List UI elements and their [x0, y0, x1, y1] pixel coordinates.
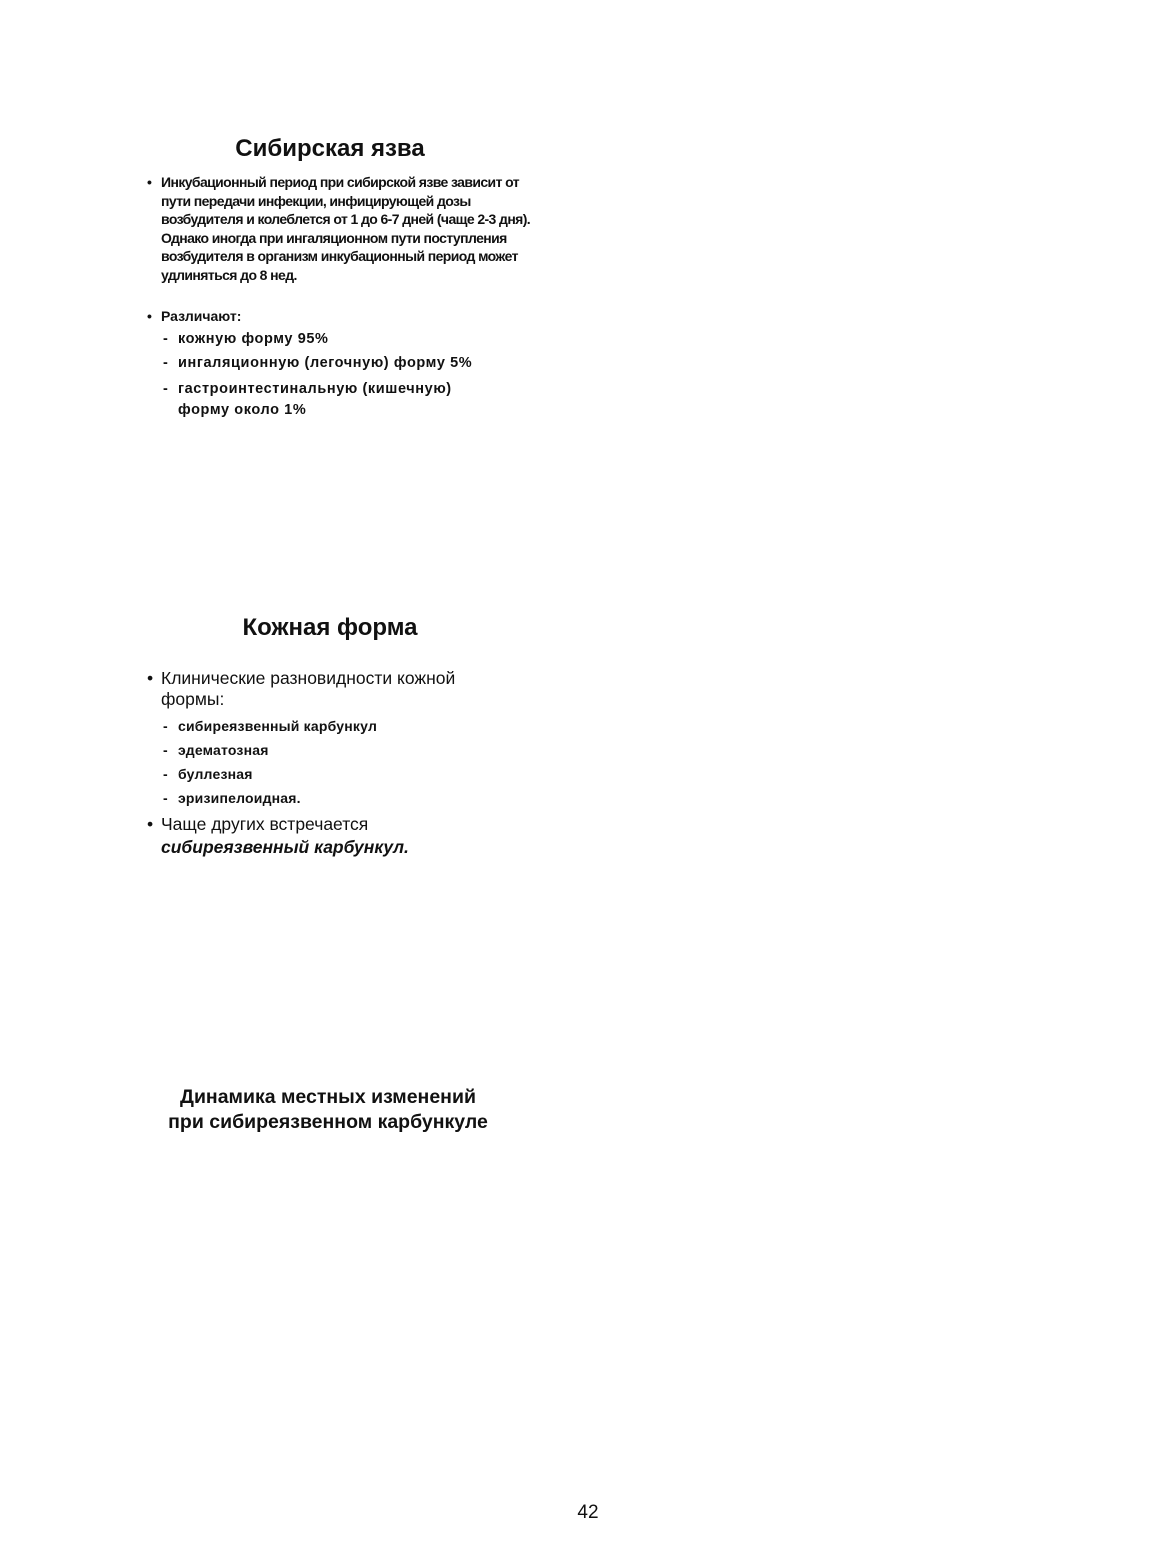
most-common-text [161, 813, 541, 859]
bullet-mark: • [147, 814, 154, 834]
variety-item-text: эдематозная [178, 742, 269, 758]
bullet-mark: • [147, 668, 154, 688]
form-item-text: кожную форму 95% [178, 331, 329, 347]
section-title-anthrax: Сибирская язва [235, 135, 425, 162]
dash-mark: - [163, 355, 169, 371]
dash-mark: - [163, 718, 168, 734]
form-item-continuation: форму около 1% [178, 402, 307, 418]
form-item [163, 379, 452, 421]
section-title-cutaneous: Кожная форма [242, 614, 418, 641]
bullet-mark: • [147, 174, 152, 190]
form-item-text: гастроинтестинальную (кишечную) [178, 381, 452, 397]
title-line-1: Динамика местных изменений [180, 1086, 476, 1108]
dash-mark: - [163, 790, 168, 806]
form-item-text: ингаляционную (легочную) форму 5% [178, 355, 473, 371]
variety-item [163, 766, 253, 782]
variety-item [163, 742, 269, 758]
bullet-mark: • [147, 308, 152, 324]
dash-mark: - [163, 766, 168, 782]
variety-item [163, 718, 377, 734]
dash-mark: - [163, 331, 169, 347]
form-item [163, 331, 329, 347]
section-title-dynamics [60, 1085, 596, 1135]
variety-item-text: сибиреязвенный карбункул [178, 718, 378, 734]
variety-item [163, 790, 301, 806]
title-line-2: при сибиреязвенном карбункуле [168, 1111, 488, 1133]
incubation-text: Инкубационный период при сибирской язве зависит от пути передачи инфекции, инфицирующей дозы возбудителя и колеблется от 1 до 6-7 дней (чаще 2-3 дня). Однако иногда при ингаляционном пути поступления возбудителя в организм инкубационный период может удлиняться до 8 нед. [161, 174, 531, 283]
most-common-emphasis: сибиреязвенный карбункул. [161, 837, 409, 857]
variety-item-text: буллезная [178, 766, 253, 782]
distinguish-text: Различают: [161, 308, 242, 324]
dash-mark: - [163, 381, 169, 397]
page-number: 42 [577, 1502, 599, 1523]
dash-mark: - [163, 742, 168, 758]
form-item [163, 355, 472, 371]
variety-item-text: эризипелоидная. [178, 790, 301, 806]
varieties-text: Клинические разновидности кожной формы: [161, 668, 456, 709]
most-common-lead: Чаще других встречается [161, 814, 369, 834]
